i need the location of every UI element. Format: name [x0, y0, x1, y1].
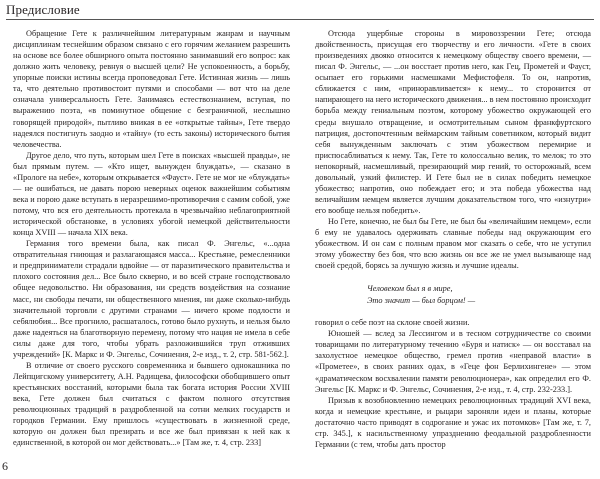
left-column — [13, 28, 290, 448]
page-number: 6 — [2, 459, 8, 473]
poem-line-1: Человеком был я в мире, — [367, 284, 453, 294]
right-column — [315, 28, 591, 450]
running-header: Предисловие — [6, 2, 80, 17]
left-paragraph-3: Германия того времени была, как писал Ф. Энгельс, «...одна отвратительная гниющая и разлагающаяся масса... Крестьяне, ремесленники и предприниматели страдали вдвойне — от паразитического правительства и плохого состояния дел... Все было скверно, и во всей стране господствовало общее недовольство. Ни образования, ни средств воздействия на сознание масс, ни свободы печати, ни общественного мнения, ни даже сколько-нибудь значительной торговли с другими странами — ничего кроме подлости и себялюбия... Все прогнило, расшаталось, готово было рухнуть, и нельзя было даже надеяться на благотворную перемену, потому что нация не имела в себе силы даже для того, чтобы убрать разложившийся труп отживших учреждений» [К. Маркс и Ф. Энгельс, Сочинения, 2-е изд., т. 2, стр. 581-562.]. — [13, 239, 290, 359]
right-paragraph-1: Отсюда ущербные стороны в мировоззрении Гете; отсюда двойственность, присущая его творчеству и его личности. «Гете в своих произведениях двояко относится к немецкому обществу своего времени, — писал Ф. Энгельс, — ...он восстает против него, как Гец, Прометей и Фауст, осыпает его горькими насмешками Мефистофеля. То он, напротив, сближается с ним, «приноравливается» к нему... то сторонится от напирающего на него исторического движения... в нем постоянно происходит борьба между гениальным поэтом, которому убожество окружающей его среды внушало отвращение, и осмотрительным сыном франкфуртского патриция, достопочтенным веймарским тайным советником, который видит себя вынужденным заключать с этим убожеством перемирие и приспосабливаться к нему. Так, Гете то колоссально велик, то мелок; то это непокорный, насмешливый, презирающий мир гений, то осторожный, всем довольный, узкий филистер. И Гете был не в силах победить немецкое убожество; напротив, оно побеждает его; и эта победа убожества над величайшим немцем является лучшим доказательством того, что «изнутри» его вообще нельзя победить». — [315, 29, 591, 215]
right-paragraph-4: Юношей — вслед за Лессингом и в тесном сотрудничестве со своими товарищами по литературному течению «Буря и натиск» — он восставал на захолустное немецкое общество, гремел против «неправой власти» в «Прометее», в своих ранних одах, в «Геце фон Берлихингене» — этом «драматическом восхвалении памяти революционера», как определил его Ф. Энгельс [К. Маркс и Ф. Энгельс, Сочинения, 2-е изд., т. 4, стр. 232-233.]. — [315, 329, 591, 394]
poem-quote — [367, 283, 591, 306]
right-paragraph-3: говорил о себе поэт на склоне своей жизни. — [315, 318, 470, 328]
left-paragraph-1: Обращение Гете к различнейшим литературным жанрам и научным дисциплинам теснейшим образом связано с его горячим желанием разрешить на основе все более обширного опыта постоянно занимавший его вопрос: как должно жить человеку, ревнуя о высшей цели? Не успокоенность, а борьбу, упорные поиски истины всегда проповедовал Гете. Истинная жизнь — лишь та, что деятельно противостоит путями и способами — вот что на деле означала универсальность Гете. Занимаясь естествознанием, вступая, по выражению поэта, «в поминутное общение с безграничной, неслышно говорящей природой», пытливо вникая в ее «открытые тайны», Гете твердо надеялся постигнуть заодно и «тайну» (то есть законы) исторического бытия человечества. — [13, 29, 290, 149]
left-paragraph-4: В отличие от своего русского современника и бывшего однокашника по Лейпцигскому университету, А.Н. Радищева, философски обобщившего опыт крестьянских восстаний, которыми была так богата история России XVIII века, Гете должен был считаться с фактом полного отсутствия революционных традиций в раздробленной на сотни мелких государств и городков Германии. Ему пришлось «существовать в жизненной среде, которую он должен был презирать и все же был привязан к ней как к единственной, в которой он мог действовать...» [Там же, т. 4, стр. 233] — [13, 360, 290, 448]
right-paragraph-5: Призыв к возобновлению немецких революционных традиций XVI века, когда и немецкие крестьяне, и рыцари зароняли идеи и планы, которые достаточно часто приводят в содрогание и ужас их потомков» [Там же, т. 7, стр. 345.], к насильственному упразднению феодальной раздробленности Германии (с тем, чтобы дать простор — [315, 395, 591, 449]
left-paragraph-2: Другое дело, что путь, которым шел Гете в поисках «высшей правды», не был прямым путем. — «Кто ищет, вынужден блуждать», — сказано в «Прологе на небе», которым открывается «Фауст». Гете не мог не «блуждать» — не ошибаться, не давать порою неверных оценок важнейшим событиям века и порою даже вступать в неразрешимо-противоречия с самим собой, уже потому, что вся его деятельность протекала в чрезвычайно неблагоприятной исторической обстановке, в условиях убогой немецкой действительности конца XVIII — начала XIX века. — [13, 150, 290, 238]
right-paragraph-2: Но Гете, конечно, не был бы Гете, не был бы «величайшим немцем», если б ему не удавалось одерживать славные победы над окружающим его убожеством. И он сам с полным правом мог сказать о себе, что не уступил этому убожеству без боя, что всю жизнь он все же не умел вызывающе над своей средой, борясь за лучшую жизнь и лучшие идеалы. — [315, 217, 591, 271]
poem-line-2: Это значит — был борцом! — — [367, 295, 476, 305]
header-rule — [6, 19, 594, 20]
